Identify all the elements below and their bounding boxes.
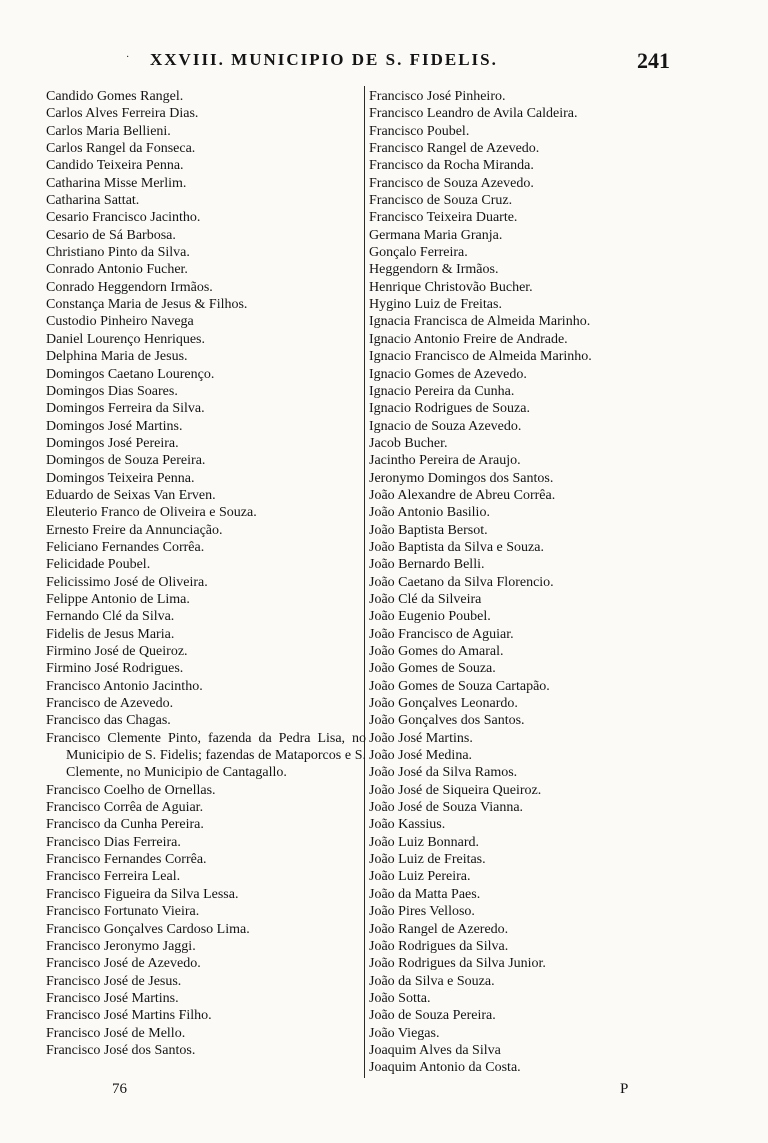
- list-item: João Eugenio Poubel.: [369, 609, 491, 625]
- list-item: João Alexandre de Abreu Corrêa.: [369, 487, 556, 503]
- list-item: João Bernardo Belli.: [369, 557, 485, 573]
- list-item: Ignacio Francisco de Almeida Marinho.: [369, 349, 592, 365]
- list-item: Francisco Ferreira Leal.: [46, 869, 181, 885]
- list-item: Ignacio de Souza Azevedo.: [369, 418, 522, 434]
- list-item: Francisco José de Jesus.: [46, 973, 182, 989]
- list-item: Candido Teixeira Penna.: [46, 158, 184, 174]
- list-item: João Baptista Bersot.: [369, 522, 488, 538]
- list-item: Eleuterio Franco de Oliveira e Souza.: [46, 505, 257, 521]
- list-item: João Francisco de Aguiar.: [369, 626, 514, 642]
- list-item: Francisco Antonio Jacintho.: [46, 678, 203, 694]
- list-item: Francisco da Cunha Pereira.: [46, 817, 204, 833]
- list-item: Henrique Christovão Bucher.: [369, 279, 533, 295]
- list-item: Eduardo de Seixas Van Erven.: [46, 487, 216, 503]
- list-item: Domingos Ferreira da Silva.: [46, 401, 205, 417]
- list-item: Hygino Luiz de Freitas.: [369, 297, 502, 313]
- page-header: [150, 50, 670, 76]
- list-item: Francisco da Rocha Miranda.: [369, 158, 534, 174]
- list-item: Francisco de Souza Cruz.: [369, 193, 513, 209]
- list-item: João Gonçalves dos Santos.: [369, 713, 525, 729]
- list-item: João Luiz Bonnard.: [369, 834, 480, 850]
- right-column: [369, 88, 669, 1077]
- list-item: João Pires Velloso.: [369, 904, 475, 920]
- list-item: Ignacio Rodrigues de Souza.: [369, 401, 530, 417]
- list-item: João Gomes de Souza.: [369, 661, 496, 677]
- list-item: Domingos Teixeira Penna.: [46, 470, 195, 486]
- list-item: Heggendorn & Irmãos.: [369, 262, 499, 278]
- list-item: João Sotta.: [369, 990, 431, 1006]
- list-item: João José Martins.: [369, 730, 473, 746]
- list-item: Fernando Clé da Silva.: [46, 609, 175, 625]
- list-item: Francisco Fortunato Vieira.: [46, 904, 200, 920]
- list-item: João Clé da Silveira: [369, 591, 482, 607]
- list-item: Joaquim Antonio da Costa.: [369, 1060, 521, 1076]
- list-item: Domingos de Souza Pereira.: [46, 453, 206, 469]
- list-item: Carlos Maria Bellieni.: [46, 123, 171, 139]
- list-item: João José de Siqueira Queiroz.: [369, 782, 542, 798]
- list-item: Joaquim Alves da Silva: [369, 1042, 501, 1058]
- page-number: 241: [637, 48, 670, 73]
- list-item: Jacob Bucher.: [369, 435, 448, 451]
- list-item: João Rangel de Azeredo.: [369, 921, 509, 937]
- list-item: João Rodrigues da Silva Junior.: [369, 956, 546, 972]
- list-item: Custodio Pinheiro Navega: [46, 314, 194, 330]
- list-item: João José da Silva Ramos.: [369, 765, 518, 781]
- list-item: Francisco Corrêa de Aguiar.: [46, 800, 204, 816]
- list-item: Francisco Clemente Pinto, fazenda da Pedra Lisa, no Municipio de S. Fidelis; fazendas de Mataporcos e S. Clemente, no Municipio de Cantagallo.: [46, 730, 366, 781]
- list-item: Candido Gomes Rangel.: [46, 89, 184, 104]
- list-item: Francisco Leandro de Avila Caldeira.: [369, 106, 578, 122]
- list-item: João Rodrigues da Silva.: [369, 938, 509, 954]
- list-item: Firmino José de Queiroz.: [46, 644, 188, 659]
- list-item: João Luiz Pereira.: [369, 869, 471, 885]
- list-item: Catharina Misse Merlim.: [46, 175, 187, 191]
- list-item: Domingos José Martins.: [46, 418, 183, 434]
- list-item: Francisco Jeronymo Jaggi.: [46, 938, 196, 954]
- list-item: João Caetano da Silva Florencio.: [369, 574, 554, 590]
- list-item: João Gonçalves Leonardo.: [369, 696, 518, 712]
- list-item: Constança Maria de Jesus & Filhos.: [46, 297, 248, 313]
- list-item: João José de Souza Vianna.: [369, 800, 524, 816]
- list-item: Francisco Dias Ferreira.: [46, 834, 181, 850]
- list-item: Felicidade Poubel.: [46, 557, 151, 573]
- page-title: XXVIII. MUNICIPIO DE S. FIDELIS.: [150, 50, 498, 69]
- list-item: Feliciano Fernandes Corrêa.: [46, 539, 205, 555]
- list-item: Felicissimo José de Oliveira.: [46, 574, 208, 590]
- list-item: Ignacio Pereira da Cunha.: [369, 383, 515, 399]
- list-item: João Viegas.: [369, 1025, 440, 1041]
- list-item: Domingos Caetano Lourenço.: [46, 366, 215, 382]
- list-item: Francisco Gonçalves Cardoso Lima.: [46, 921, 250, 937]
- list-item: Francisco Fernandes Corrêa.: [46, 852, 207, 868]
- list-item: João da Silva e Souza.: [369, 973, 495, 989]
- list-item: João Antonio Basilio.: [369, 505, 490, 521]
- list-item: Francisco José Pinheiro.: [369, 89, 506, 104]
- list-item: Francisco José Martins.: [46, 990, 179, 1006]
- list-item: João Kassius.: [369, 817, 446, 833]
- list-item: Daniel Lourenço Henriques.: [46, 331, 205, 347]
- list-item: Conrado Antonio Fucher.: [46, 262, 188, 278]
- list-item: Firmino José Rodrigues.: [46, 661, 184, 677]
- list-item: Domingos Dias Soares.: [46, 383, 178, 399]
- list-item: João Gomes do Amaral.: [369, 644, 504, 659]
- list-item: Jacintho Pereira de Araujo.: [369, 453, 521, 469]
- list-item: Francisco José Martins Filho.: [46, 1008, 212, 1024]
- list-item: Carlos Alves Ferreira Dias.: [46, 106, 199, 122]
- list-item: Francisco José dos Santos.: [46, 1042, 196, 1058]
- list-item: Ernesto Freire da Annunciação.: [46, 522, 223, 538]
- footer-page-label: 76: [112, 1081, 127, 1097]
- list-item: João de Souza Pereira.: [369, 1008, 496, 1024]
- list-item: Conrado Heggendorn Irmãos.: [46, 279, 213, 295]
- list-item: Francisco Rangel de Azevedo.: [369, 141, 540, 157]
- list-item: Catharina Sattat.: [46, 193, 140, 209]
- list-item: Francisco das Chagas.: [46, 713, 171, 729]
- list-item: João da Matta Paes.: [369, 886, 481, 902]
- list-item: Cesario de Sá Barbosa.: [46, 227, 176, 243]
- list-item: Germana Maria Granja.: [369, 227, 503, 243]
- list-item: João Baptista da Silva e Souza.: [369, 539, 544, 555]
- list-item: Jeronymo Domingos dos Santos.: [369, 470, 554, 486]
- list-item: Fidelis de Jesus Maria.: [46, 626, 175, 642]
- list-item: Domingos José Pereira.: [46, 435, 179, 451]
- list-item: Francisco de Azevedo.: [46, 696, 174, 712]
- list-item: Gonçalo Ferreira.: [369, 245, 468, 261]
- list-item: Felippe Antonio de Lima.: [46, 591, 190, 607]
- list-item: Carlos Rangel da Fonseca.: [46, 141, 196, 157]
- list-item: Delphina Maria de Jesus.: [46, 349, 188, 365]
- list-item: João Luiz de Freitas.: [369, 852, 486, 868]
- list-item: Ignacio Antonio Freire de Andrade.: [369, 331, 568, 347]
- left-column: [46, 88, 366, 1059]
- list-item: Francisco Teixeira Duarte.: [369, 210, 518, 226]
- list-item: Francisco Poubel.: [369, 123, 470, 139]
- list-item: Francisco José de Mello.: [46, 1025, 186, 1041]
- list-item: Cesario Francisco Jacintho.: [46, 210, 201, 226]
- list-item: João Gomes de Souza Cartapão.: [369, 678, 550, 694]
- list-item: Francisco de Souza Azevedo.: [369, 175, 534, 191]
- list-item: João José Medina.: [369, 748, 473, 764]
- list-item: Francisco Figueira da Silva Lessa.: [46, 886, 239, 902]
- list-item: Ignacio Gomes de Azevedo.: [369, 366, 527, 382]
- list-item: Francisco Coelho de Ornellas.: [46, 782, 216, 798]
- ink-speck: ·: [126, 52, 130, 63]
- list-item: Christiano Pinto da Silva.: [46, 245, 190, 261]
- list-item: Ignacia Francisca de Almeida Marinho.: [369, 314, 591, 330]
- footer-signature-mark: P: [620, 1081, 629, 1097]
- list-item: Francisco José de Azevedo.: [46, 956, 201, 972]
